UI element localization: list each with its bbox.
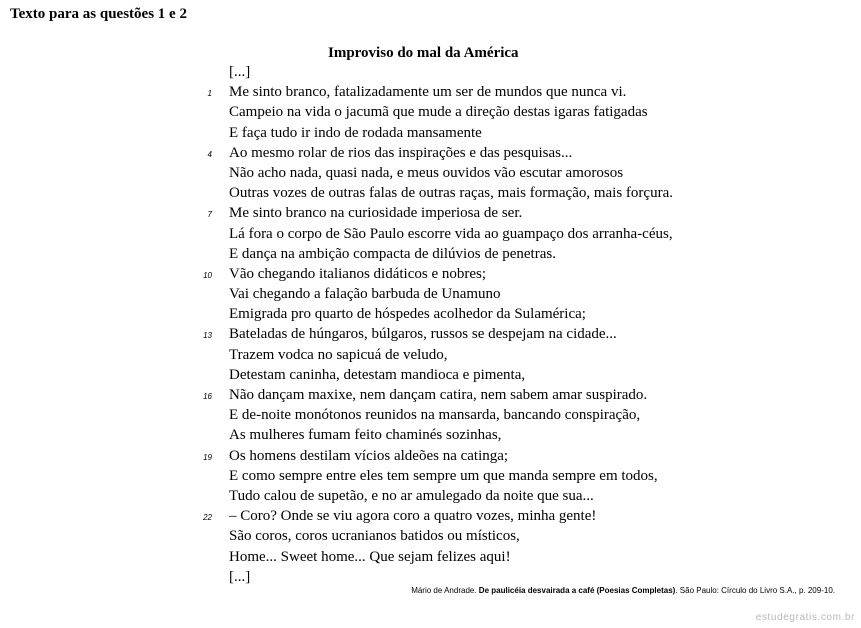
line-text: Me sinto branco na curiosidade imperiosa de ser. — [229, 205, 523, 222]
line-number: 16 — [203, 392, 212, 401]
line-text: Não acho nada, quasi nada, e meus ouvidos vão escutar amorosos — [229, 164, 624, 181]
poem-line — [0, 123, 861, 143]
poem-line — [0, 284, 861, 304]
line-number: 4 — [207, 149, 212, 159]
poem-line — [0, 324, 861, 344]
poem-line — [0, 244, 861, 264]
poem-line — [0, 143, 861, 163]
line-text: Trazem vodca no sapicuá de veludo, — [229, 346, 448, 363]
line-number: 13 — [203, 331, 212, 341]
line-text: Lá fora o corpo de São Paulo escorre vida ao guampaço dos arranha-céus, — [229, 225, 673, 242]
line-number: 7 — [207, 210, 212, 220]
poem-line — [0, 163, 861, 183]
poem-line — [0, 425, 861, 445]
poem-line — [0, 183, 861, 203]
source-author: Mário de Andrade. — [411, 586, 477, 595]
source-citation — [411, 586, 835, 596]
line-number: 10 — [203, 270, 212, 280]
poem-line — [0, 526, 861, 546]
poem-body — [0, 62, 861, 587]
line-text: Emigrada pro quarto de hóspedes acolhedor da Sulamérica; — [229, 306, 586, 323]
question-header: Texto para as questões 1 e 2 — [10, 6, 187, 22]
line-text: Campeio na vida o jacumã que mude a direção destas igaras fatigadas — [229, 104, 648, 121]
line-number: 19 — [203, 452, 212, 462]
poem-line — [0, 102, 861, 122]
line-text: Não dançam maxixe, nem dançam catira, nem sabem amar suspirado. — [229, 387, 648, 403]
poem-line — [0, 62, 861, 82]
poem-line — [0, 203, 861, 223]
poem-line — [0, 224, 861, 244]
poem-line — [0, 82, 861, 102]
line-text: Tudo calou de supetão, e no ar amulegado da noite que sua... — [229, 487, 594, 504]
line-text: Bateladas de húngaros, búlgaros, russos se despejam na cidade... — [229, 326, 617, 343]
poem-line — [0, 264, 861, 284]
line-text: As mulheres fumam feito chaminés sozinhas, — [229, 427, 502, 444]
line-text: E faça tudo ir indo de rodada mansamente — [229, 124, 482, 141]
line-text: E dança na ambição compacta de dilúvios de penetras. — [229, 245, 556, 262]
site-watermark: estudegratis.com.br — [755, 612, 855, 623]
poem-line — [0, 567, 861, 587]
line-text: Vão chegando italianos didáticos e nobres; — [229, 265, 487, 282]
line-text: Ao mesmo rolar de rios das inspirações e das pesquisas... — [229, 144, 573, 161]
line-text: Detestam caninha, detestam mandioca e pimenta, — [229, 366, 526, 383]
poem-line — [0, 365, 861, 385]
poem-line — [0, 466, 861, 486]
poem-line — [0, 385, 861, 405]
line-text: Home... Sweet home... Que sejam felizes aqui! — [229, 548, 511, 565]
source-publisher: . São Paulo: Círculo do Livro S.A., p. 209-10. — [675, 586, 835, 595]
poem-line — [0, 547, 861, 567]
line-text: Outras vozes de outras falas de outras raças, mais formação, mais forçura. — [229, 185, 673, 202]
line-text: Os homens destilam vícios aldeões na catinga; — [229, 447, 509, 464]
poem-line — [0, 304, 861, 324]
line-number: 22 — [203, 513, 212, 523]
poem-line — [0, 345, 861, 365]
line-text: E de-noite monótonos reunidos na mansarda, bancando conspiração, — [229, 407, 641, 424]
source-work: De paulicéia desvairada a café (Poesias Completas) — [478, 586, 676, 595]
line-text: [...] — [229, 568, 251, 585]
line-text: – Coro? Onde se viu agora coro a quatro vozes, minha gente! — [229, 508, 597, 525]
line-text: E como sempre entre eles tem sempre um que manda sempre em todos, — [229, 467, 658, 484]
poem-line — [0, 405, 861, 425]
poem-line — [0, 506, 861, 526]
line-number: 1 — [207, 89, 212, 99]
poem-line — [0, 486, 861, 506]
line-text: São coros, coros ucranianos batidos ou místicos, — [229, 528, 520, 545]
poem-line — [0, 446, 861, 466]
line-text: [...] — [229, 64, 251, 80]
line-text: Vai chegando a falação barbuda de Unamuno — [229, 286, 501, 303]
poem-title: Improviso do mal da América — [328, 45, 519, 61]
line-text: Me sinto branco, fatalizadamente um ser de mundos que nunca vi. — [229, 84, 627, 101]
